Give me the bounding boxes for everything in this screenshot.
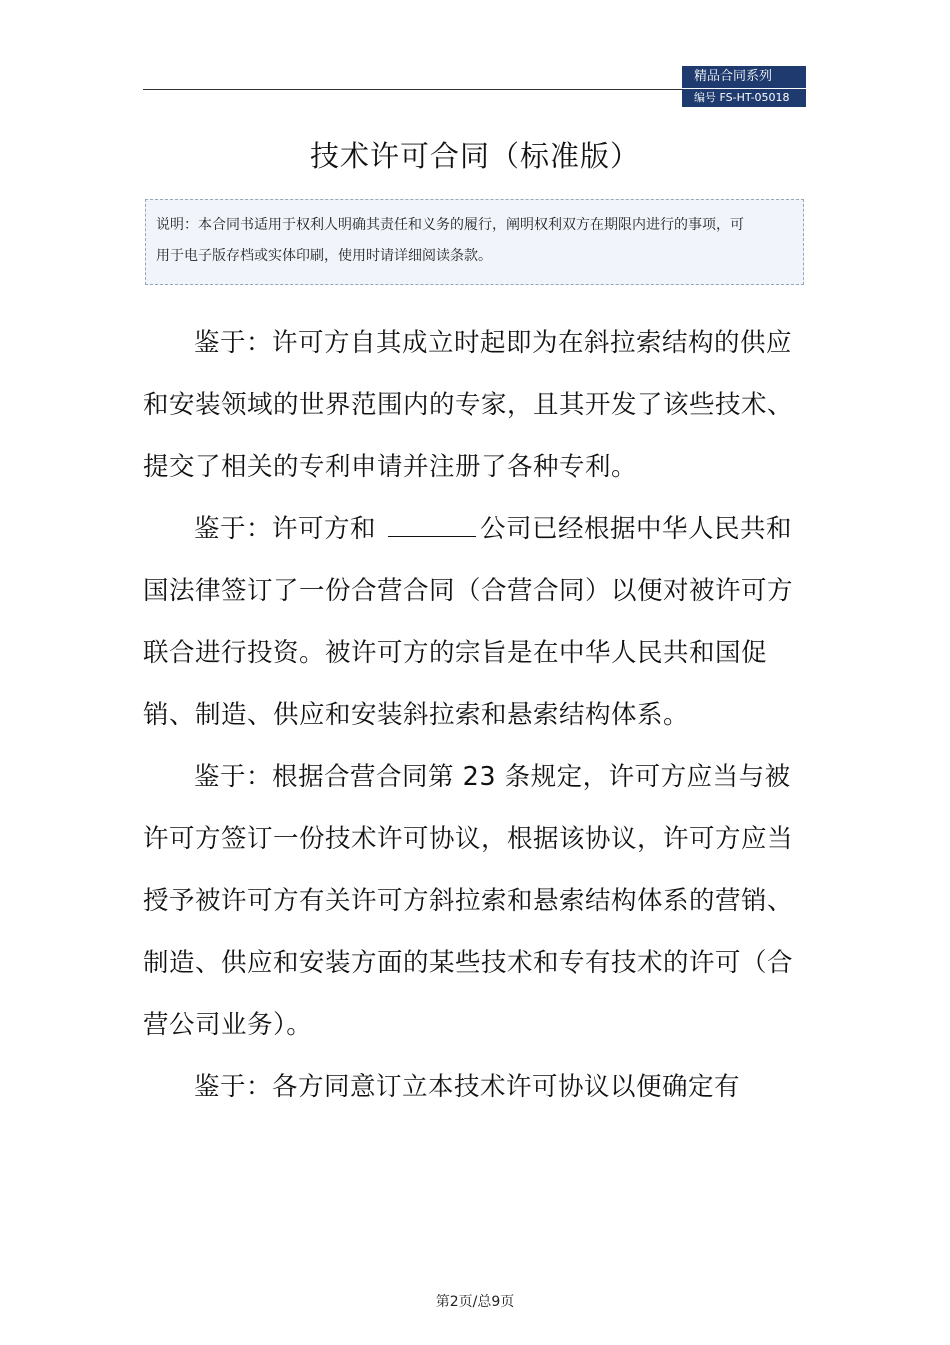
recital-paragraph-2 bbox=[143, 498, 803, 746]
recital-2-rest: 公司已经根据中华人民共和国法律签订了一份合营合同（合营合同）以便对被许可方联合进行投资。被许可方的宗旨是在中华人民共和国促销、制造、供应和安装斜拉索和悬索结构体系。 bbox=[143, 514, 794, 730]
recital-paragraph-1: 鉴于：许可方自其成立时起即为在斜拉索结构的供应和安装领域的世界范围内的专家，且其开发了该些技术、提交了相关的专利申请并注册了各种专利。 bbox=[143, 328, 794, 482]
recital-paragraph-4: 鉴于：各方同意订立本技术许可协议以便确定有 bbox=[194, 1072, 741, 1102]
contract-body bbox=[143, 312, 803, 1118]
header-rule bbox=[143, 89, 683, 90]
company-name-blank bbox=[388, 512, 476, 537]
document-code: 编号 FS-HT-05018 bbox=[682, 89, 806, 107]
document-title: 技术许可合同（标准版） bbox=[309, 139, 640, 173]
usage-note-box bbox=[145, 199, 804, 285]
usage-note-text: 说明：本合同书适用于权利人明确其责任和义务的履行，阐明权利双方在期限内进行的事项，可用于电子版存档或实体印刷，使用时请详细阅读条款。 bbox=[156, 217, 744, 264]
series-label: 精品合同系列 bbox=[682, 66, 806, 88]
recital-2-lead: 鉴于：许可方和 bbox=[194, 514, 377, 544]
recital-paragraph-3: 鉴于：根据合营合同第 23 条规定，许可方应当与被许可方签订一份技术许可协议，根据该协议，许可方应当授予被许可方有关许可方斜拉索和悬索结构体系的营销、制造、供应和安装方面的某些技术和专有技术的许可（合营公司业务）。 bbox=[143, 762, 794, 1040]
series-tag bbox=[682, 66, 806, 106]
page-indicator: 第2页/总9页 bbox=[435, 1294, 515, 1310]
